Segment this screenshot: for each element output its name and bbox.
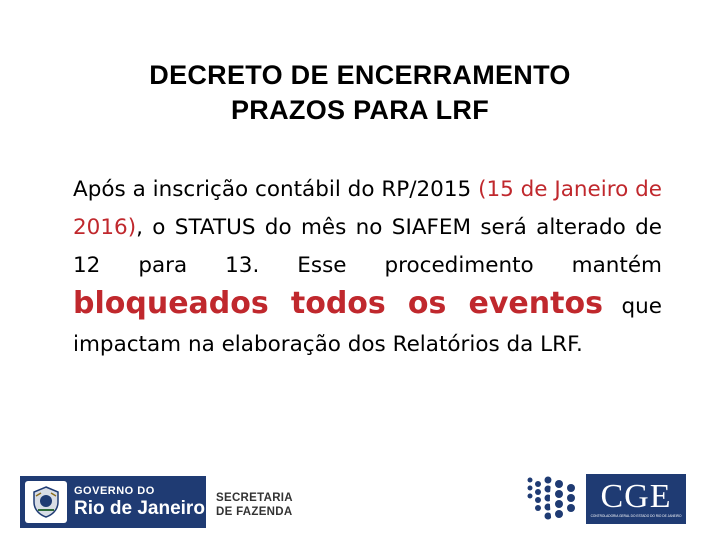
secretaria-fazenda-logo [216, 491, 293, 519]
date-highlight: (15 de Janeiro de 2016) [73, 177, 662, 240]
cge-label: CGE [600, 477, 672, 515]
governo-rio-logo [20, 476, 206, 528]
blocked-events-highlight: bloqueados todos os eventos [73, 286, 603, 321]
paragraph-text-3: que impactam na elaboração dos Relatórios da LRF. [73, 294, 662, 357]
paragraph-text-2: , o STATUS do mês no SIAFEM será alterado de 12 para 13. Esse procedimento mantém [73, 215, 662, 278]
rio-de-janeiro-label: Rio de Janeiro [74, 497, 205, 519]
cge-dots-icon [524, 470, 580, 530]
cge-subtitle: CONTROLADORIA GERAL DO ESTADO DO RIO DE JANEIRO [590, 513, 682, 518]
secretaria-line-2: DE FAZENDA [216, 506, 293, 518]
body-paragraph [73, 171, 662, 364]
paragraph-text-1: Após a inscrição contábil do RP/2015 [73, 177, 479, 202]
governo-do-label: GOVERNO DO [74, 484, 155, 497]
title-line-2: PRAZOS PARA LRF [231, 95, 489, 125]
state-coat-of-arms-icon [25, 481, 67, 523]
secretaria-line-1: SECRETARIA [216, 492, 293, 504]
title-line-1: DECRETO DE ENCERRAMENTO [149, 60, 571, 90]
page-title [0, 58, 720, 128]
cge-logo [586, 474, 686, 524]
